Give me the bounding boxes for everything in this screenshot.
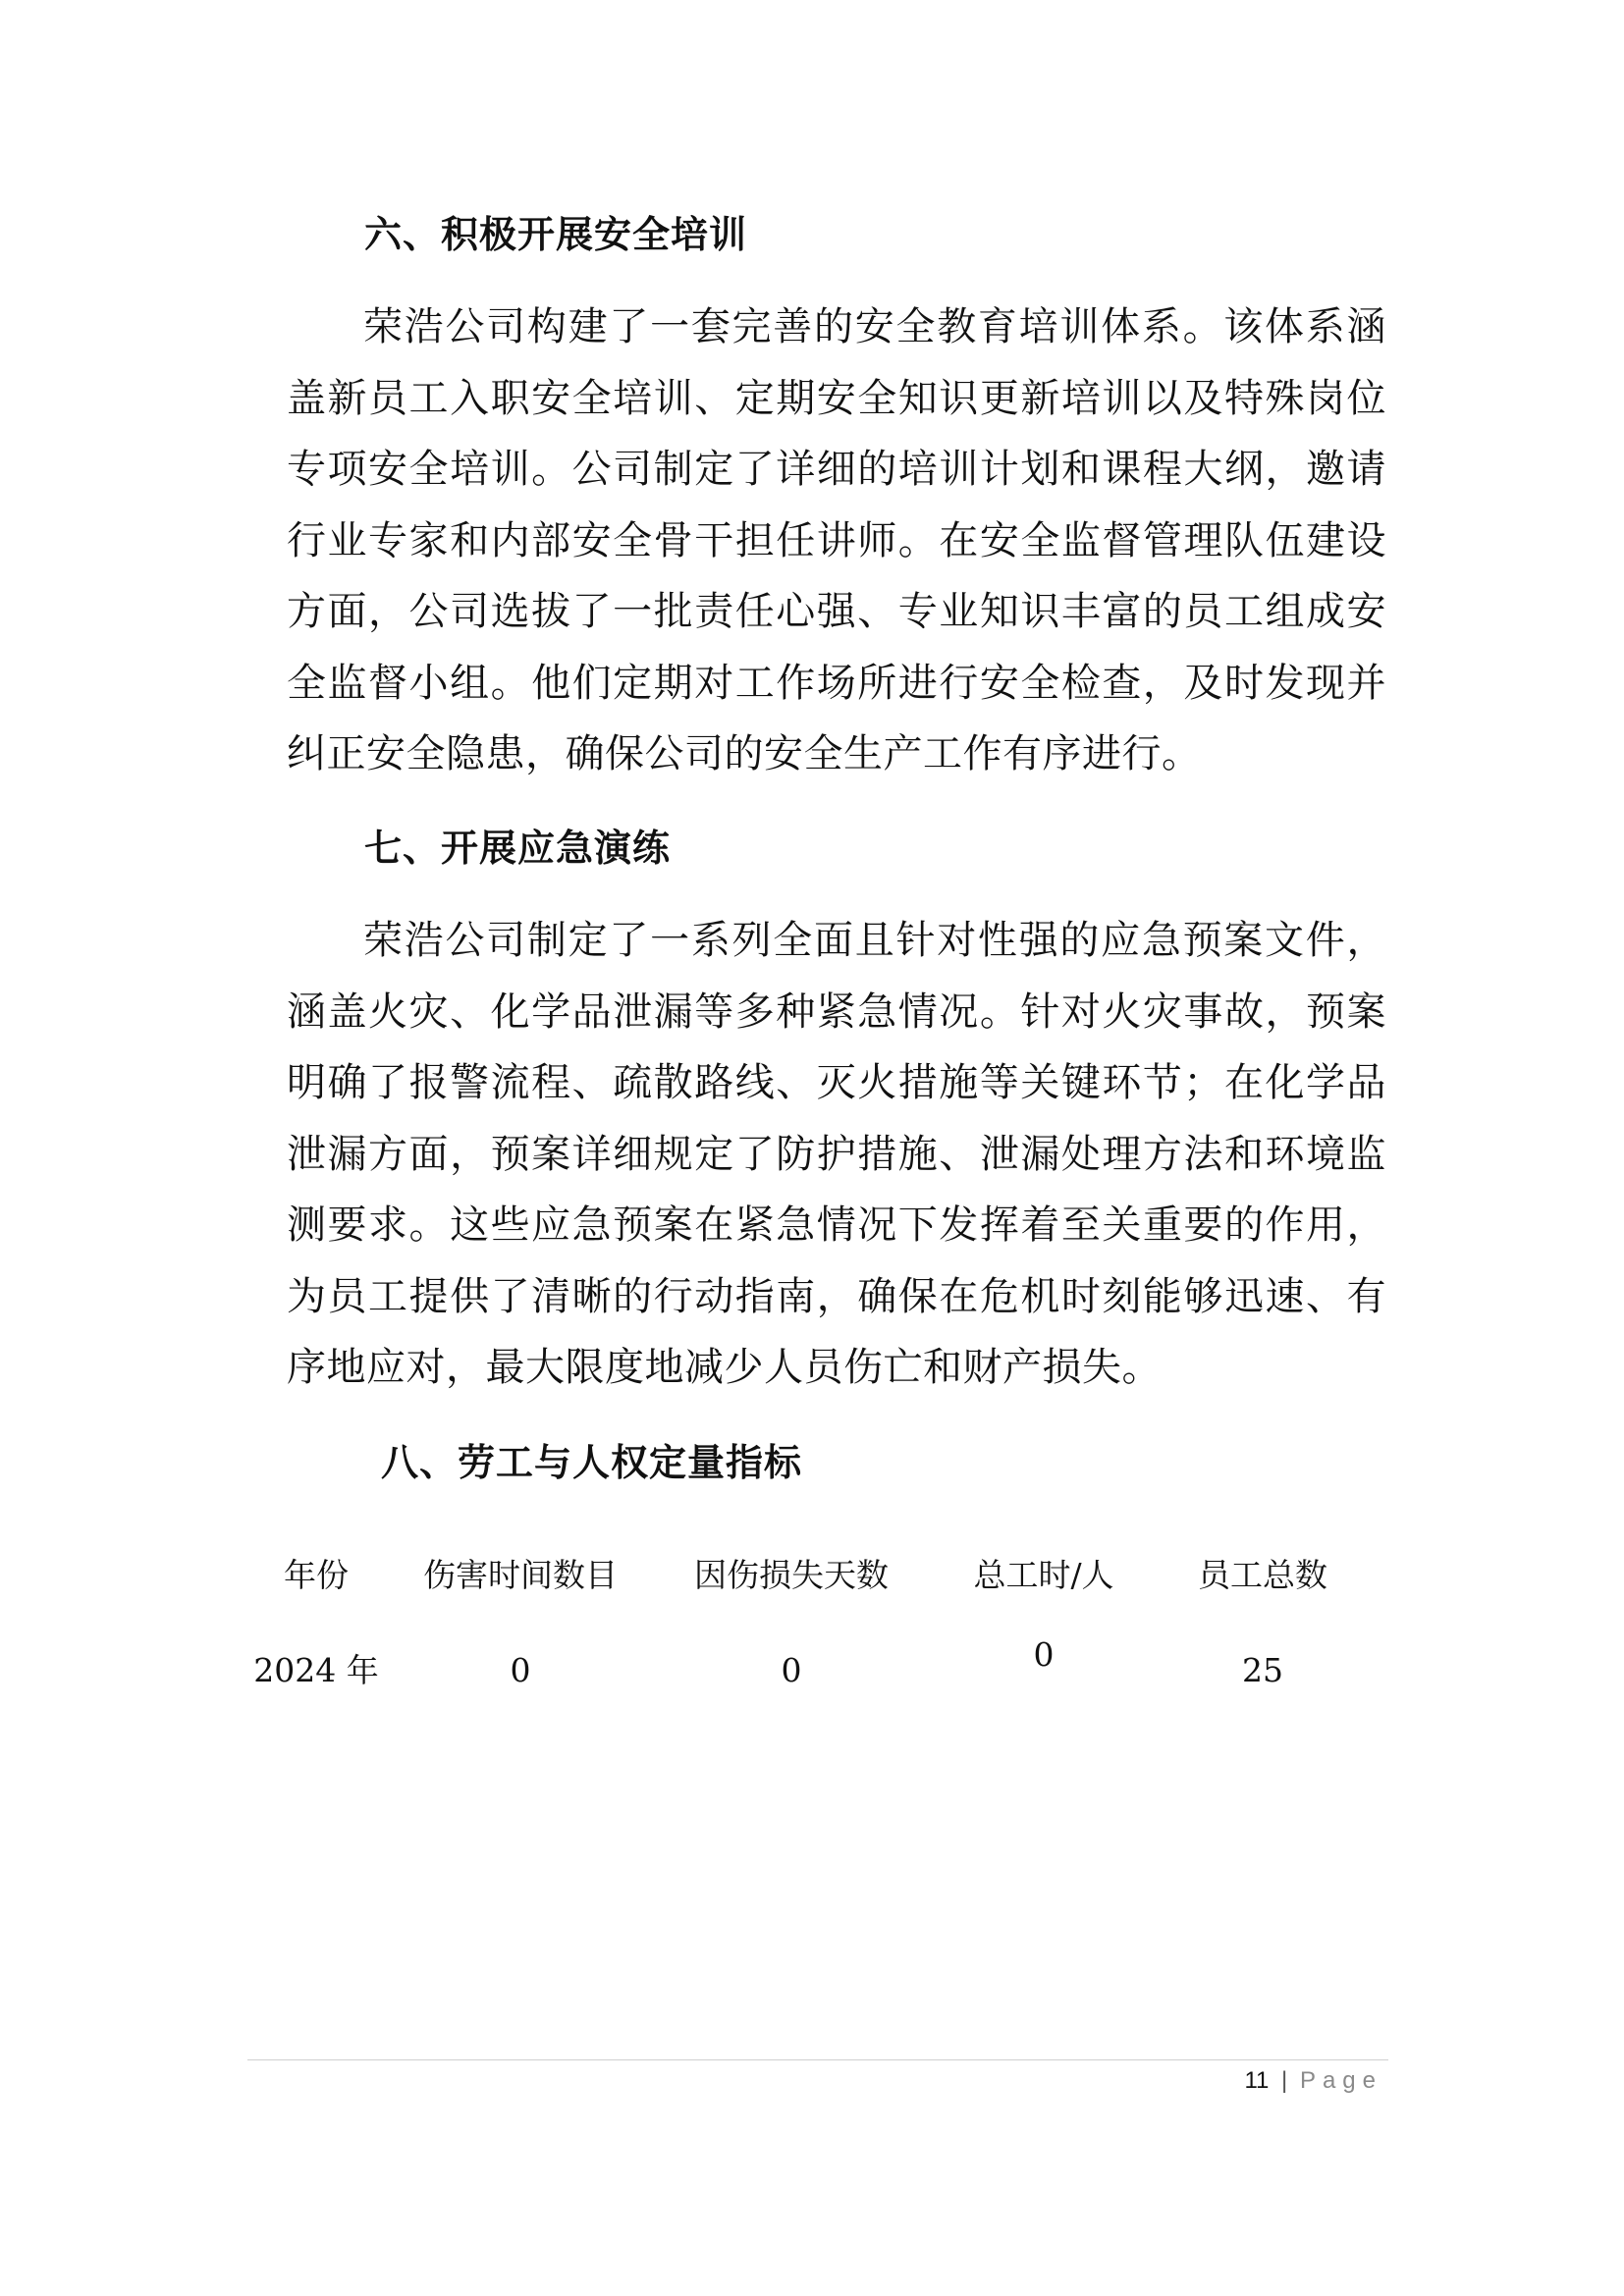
section-7-heading: 七、开展应急演练 xyxy=(364,827,672,870)
cell-year: 2024 年 xyxy=(253,1651,379,1689)
footer-separator: | xyxy=(1281,2067,1288,2094)
cell-work-hours: 0 xyxy=(1033,1635,1055,1674)
header-work-hours: 总工时/人 xyxy=(973,1556,1114,1594)
header-employee-total: 员工总数 xyxy=(1198,1556,1327,1594)
cell-employee-total: 25 xyxy=(1242,1651,1283,1689)
section-7-paragraph: 荣浩公司制定了一系列全面且针对性强的应急预案文件，涵盖火灾、化学品泄漏等多种紧急情况。针对火灾事故，预案明确了报警流程、疏散路线、灭火措施等关键环节；在化学品泄漏方面，预案详细规定了防护措施、泄漏处理方法和环境监测要求。这些应急预案在紧急情况下发挥着至关重要的作用，为员工提供了清晰的行动指南，确保在危机时刻能够迅速、有序地应对，最大限度地减少人员伤亡和财产损失。 xyxy=(287,918,1386,1390)
cell-lost-days: 0 xyxy=(781,1651,802,1689)
page-label: Page xyxy=(1299,2067,1382,2094)
page-footer xyxy=(1244,2065,1382,2097)
header-year: 年份 xyxy=(284,1556,349,1594)
cell-injury-count: 0 xyxy=(510,1651,531,1689)
section-6-heading: 六、积极开展安全培训 xyxy=(364,213,748,256)
section-8-heading: 八、劳工与人权定量指标 xyxy=(381,1441,803,1484)
footer-divider xyxy=(247,2059,1388,2060)
page-number: 11 xyxy=(1244,2067,1270,2094)
header-injury-count: 伤害时间数目 xyxy=(423,1556,618,1594)
section-6-paragraph: 荣浩公司构建了一套完善的安全教育培训体系。该体系涵盖新员工入职安全培训、定期安全知识更新培训以及特殊岗位专项安全培训。公司制定了详细的培训计划和课程大纲，邀请行业专家和内部安全骨干担任讲师。在安全监督管理队伍建设方面，公司选拔了一批责任心强、专业知识丰富的员工组成安全监督小组。他们定期对工作场所进行安全检查，及时发现并纠正安全隐患，确保公司的安全生产工作有序进行。 xyxy=(287,304,1386,776)
header-lost-days: 因伤损失天数 xyxy=(694,1556,889,1594)
